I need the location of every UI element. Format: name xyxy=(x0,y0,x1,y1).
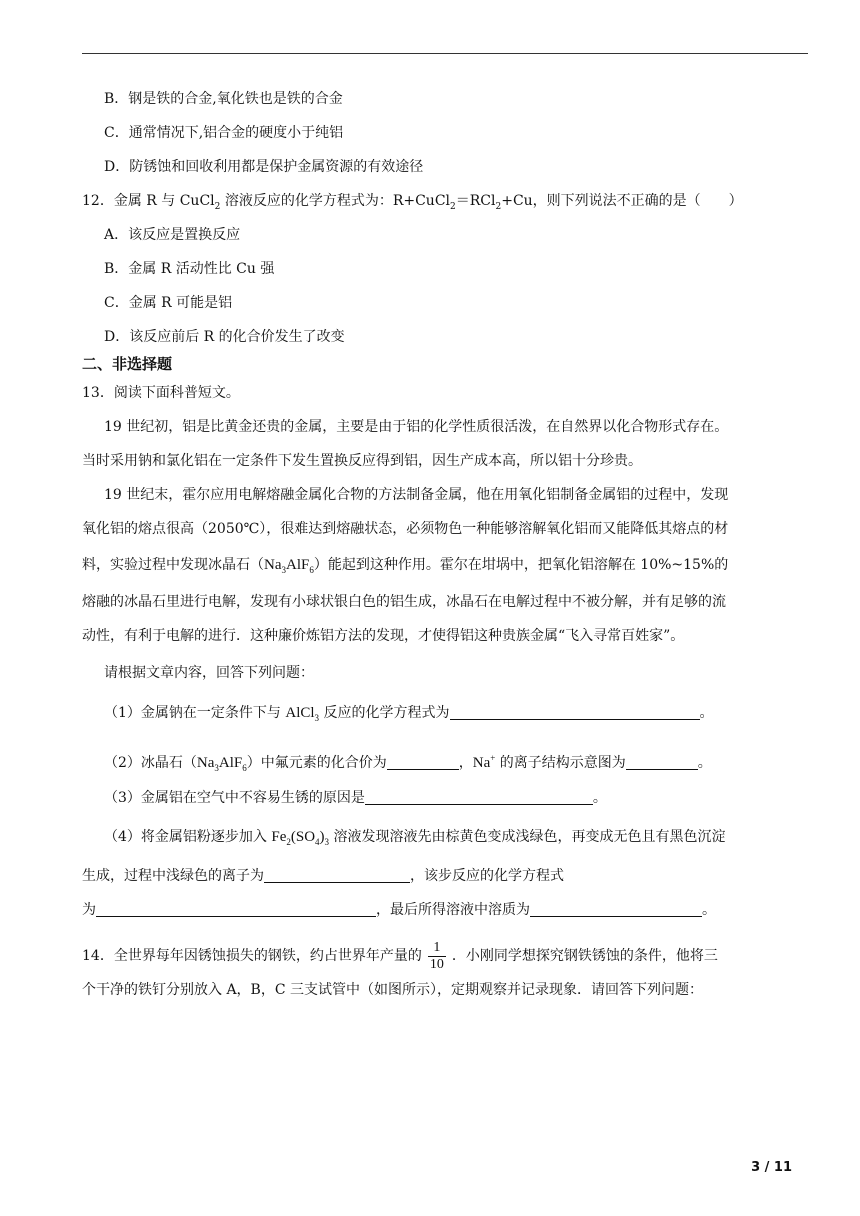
article-p2-line3: 料，实验过程中发现冰晶石$(Na_3AlF_6)$能起到这种作用。霍尔在坩埚中，把氧化铝溶解在 10%~15%的 xyxy=(82,557,729,575)
page-number: 3 / 11 xyxy=(751,1160,792,1175)
section-heading: 二、非选择题 xyxy=(82,355,173,373)
sub-question-3: （3）金属铝在空气中不容易生锈的原因是 。 xyxy=(104,790,607,806)
sub-question-2: （2）冰晶石$(Na_3AlF_6)$中氟元素的化合价为 ，Na+ 的离子结构示意图为 。 xyxy=(104,753,712,773)
answer-blank[interactable] xyxy=(450,705,700,720)
sub-question-4-line3: 为 ，最后所得溶液中溶质为 。 xyxy=(82,902,716,918)
q12-option-a: A．该反应是置换反应 xyxy=(104,227,241,243)
article-p1-line1: 19 世纪初，铝是比黄金还贵的金属，主要是由于铝的化学性质很活泼，在自然界以化合物形式存在。 xyxy=(104,419,729,435)
ferric-sulfate-formula: $Fe_2(SO_4)_3$ xyxy=(271,829,330,847)
sub-question-4-line1: （4）将金属铝粉逐步加入 $Fe_2(SO_4)_3$ 溶液发现溶液先由棕黄色变成浅绿色，再变成无色且有黑色沉淀 xyxy=(104,829,726,847)
option-b-prev: B．钢是铁的合金,氧化铁也是铁的合金 xyxy=(104,91,343,107)
sodium-ion: Na+ xyxy=(472,753,496,771)
option-d-prev: D．防锈蚀和回收利用都是保护金属资源的有效途径 xyxy=(104,159,424,175)
answer-prompt: 请根据文章内容，回答下列问题： xyxy=(104,665,314,681)
alcl3-formula: AlCl$_3$ xyxy=(285,705,320,723)
question-12-stem: 12．金属 R 与 CuCl$_2$ 溶液反应的化学方程式为：R+CuCl$_2$＝RCl$_2$+Cu，则下列说法不正确的是（ ） xyxy=(82,193,743,212)
article-p2-line2: 氧化铝的熔点很高（2050℃），很难达到熔融状态，必须物色一种能够溶解氧化铝而又能降低其熔点的材 xyxy=(82,521,729,537)
article-p2-line5: 动性，有利于电解的进行．这种廉价炼铝方法的发现，才使得铝这种贵族金属“飞入寻常百姓家”。 xyxy=(82,628,685,644)
answer-blank[interactable] xyxy=(530,902,702,917)
article-p1-line2: 当时采用钠和氯化铝在一定条件下发生置换反应得到铝，因生产成本高，所以铝十分珍贵。 xyxy=(82,453,642,469)
sub-question-4-line2: 生成，过程中浅绿色的离子为 ，该步反应的化学方程式 xyxy=(82,868,564,884)
fraction-one-tenth: $\frac{1}{10}$ xyxy=(429,939,444,972)
q12-option-d: D．该反应前后 R 的化合价发生了改变 xyxy=(104,329,345,345)
header-rule xyxy=(82,53,808,54)
option-c-prev: C．通常情况下,铝合金的硬度小于纯铝 xyxy=(104,125,344,141)
article-p2-line4: 熔融的冰晶石里进行电解，发现有小球状银白色的铝生成，冰晶石在电解过程中不被分解，并有足够的流 xyxy=(82,594,726,610)
sub-question-1: （1）金属钠在一定条件下与 AlCl$_3$ 反应的化学方程式为 。 xyxy=(104,705,714,723)
question-13-intro: 13．阅读下面科普短文。 xyxy=(82,385,240,401)
article-p2-line1: 19 世纪末，霍尔应用电解熔融金属化合物的方法制备金属，他在用氧化铝制备金属铝的过程中，发现 xyxy=(104,487,729,503)
q12-option-c: C．金属 R 可能是铝 xyxy=(104,295,233,311)
answer-blank[interactable] xyxy=(387,755,459,770)
answer-blank[interactable] xyxy=(96,902,376,917)
answer-blank[interactable] xyxy=(365,790,593,805)
cryolite-formula: $Na_3AlF_6$ xyxy=(264,557,314,575)
answer-blank[interactable] xyxy=(264,868,410,883)
answer-blank[interactable] xyxy=(626,755,698,770)
q12-option-b: B．金属 R 活动性比 Cu 强 xyxy=(104,261,275,277)
question-14-line1: 14．全世界每年因锈蚀损失的钢铁，约占世界年产量的 $\frac{1}{10}$ ．小刚同学想探究钢铁锈蚀的条件，他将三 xyxy=(82,939,718,972)
question-14-line2: 个干净的铁钉分别放入 A，B，C 三支试管中（如图所示），定期观察并记录现象．请回答下列问题： xyxy=(82,982,704,998)
